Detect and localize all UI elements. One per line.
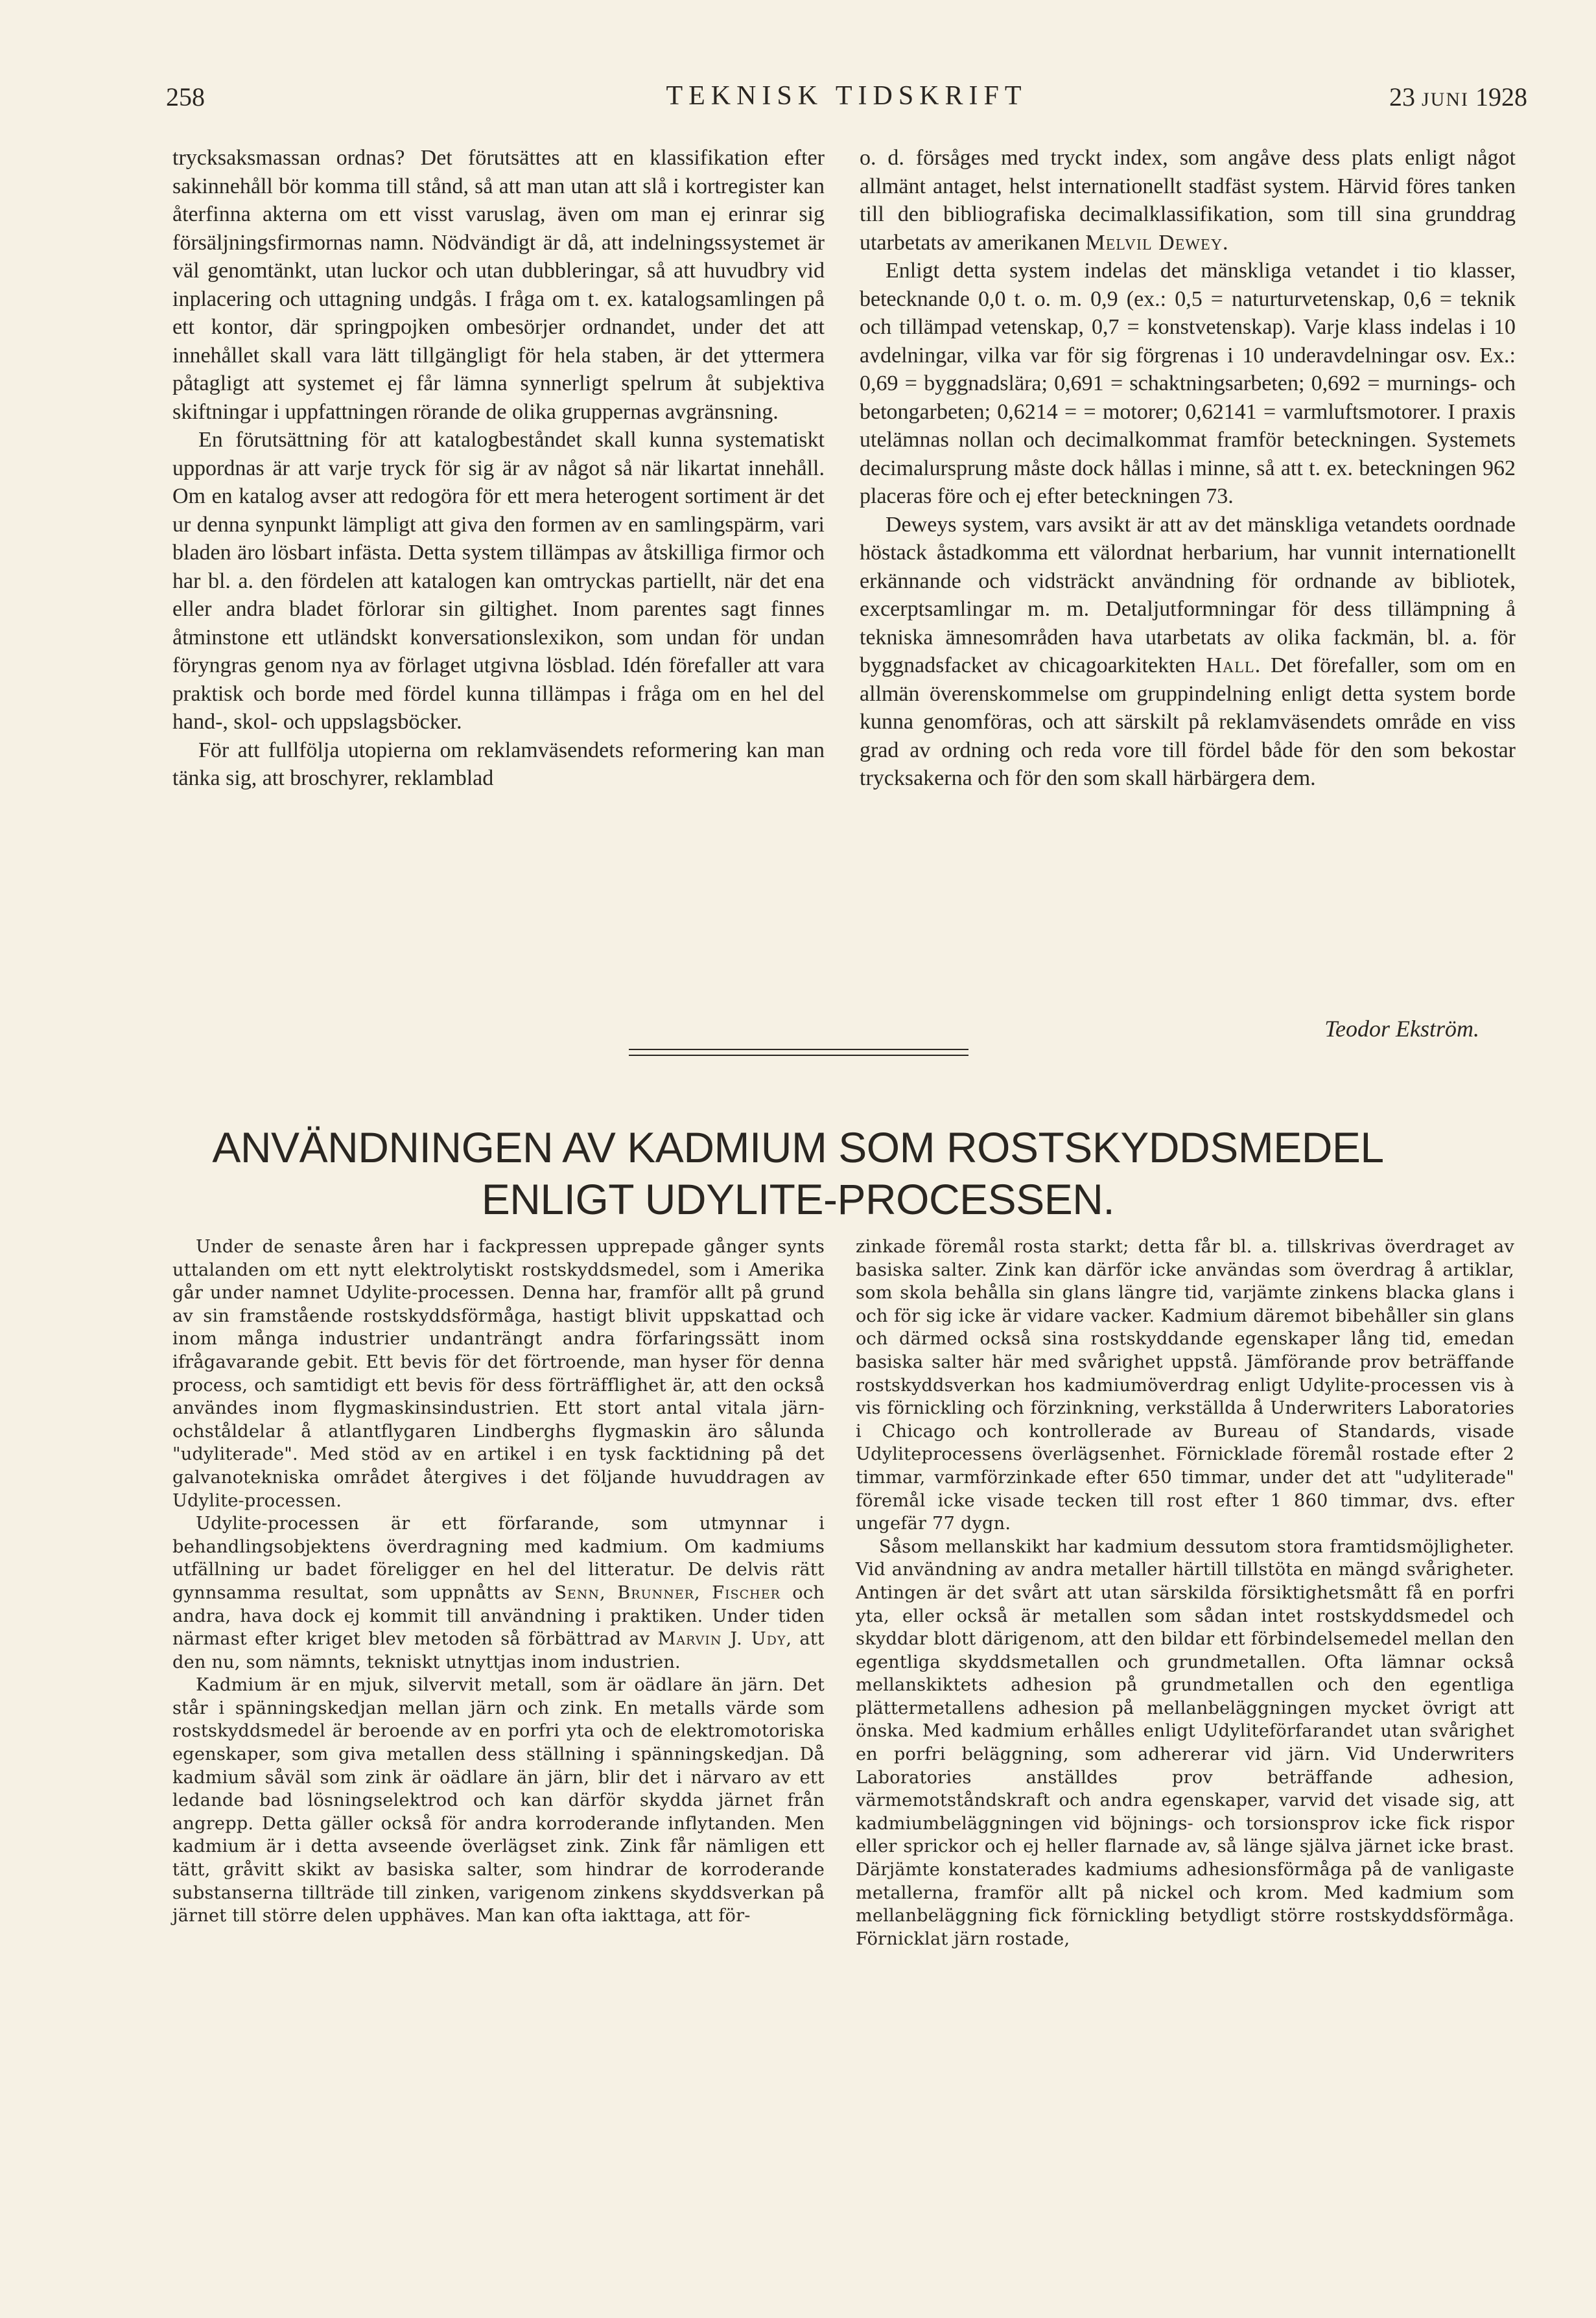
paragraph: Deweys system, vars avsikt är att av det mänskliga vetandets oordnade höstack åstadkomma ett välordnat herbarium, har vunnit internationellt erkännande och vidsträckt användning för ordnande av bibliotek, excerptsamlingar m. m. Detaljutformningar för dess tillämpning å tekniska ämnesområden hava utarbetats av olika fackmän, bl. a. för byggnadsfacket av chicagoarkitekten Hall. Det förefaller, som om en allmän överenskommelse om gruppindelning enligt detta system borde kunna genomföras, och att särskilt på reklamväsendets område en viss grad av ordning och reda vore till fördel både för den som bekostar trycksakerna och för den som skall härbärgera dem. [860,512,1516,790]
date-year: 1928 [1475,82,1527,111]
article-divider [629,1049,968,1056]
paragraph: Udylite-processen är ett förfarande, som utmynnar i behandlingsobjektens överdragning med kadmium. Om kadmiums utfällning ur badet föreligger en hel del litteratur. De delvis rätt gynnsamma resultat, som uppnåtts av Senn, Brunner, Fischer och andra, hava dock ej kommit till användning i praktiken. Under tiden närmast efter kriget blev metoden så förbättrad av Marvin J. Udy, att den nu, som nämnts, tekniskt utnyttjas inom industrien. [172,1514,825,1672]
author-name-brunner: Brunner [617,1582,695,1603]
prev-article-left-column [172,144,825,793]
page-header [166,76,1527,115]
paragraph: Kadmium är en mjuk, silvervit metall, som är oädlare än järn. Det står i spänningskedjan mellan järn och zink. En metalls värde som rostskyddsmedel är beroende av en porfri yta och de elektromotoriska egenskaper, som giva metallen dess ställning i spänningskedjan. Då kadmium såväl som zink är oädlare än järn, blir det i närvaro av ett ledande bad lösningselektrod och kan därför skydda järnet från angrepp. Detta gäller också för andra korroderande inflytanden. Men kadmium är i detta avseende överlägset zink. Zink får nämligen ett tätt, gråvitt skikt av basiska salter, som hindrar de korroderande substanserna tillträde till zinken, varigenom zinkens skyddsverkan på järnet till större delen upphäves. Man kan ofta iakttaga, att för- [172,1675,825,1926]
masthead: TEKNISK TIDSKRIFT [666,81,1027,111]
architect-name: Hall [1206,653,1255,677]
paragraph: trycksaksmassan ordnas? Det förutsättes att en klassifikation efter sakinnehåll bör komma till stånd, så att man utan att slå i kortregister kan återfinna akterna om ett visst varuslag, även om man ej erinrar sig försäljningsfirmornas namn. Nödvändigt är då, att indelningssystemet är väl genomtänkt, utan luckor och utan dubbleringar, så att huvudbry vid inplacering och uttagning undgås. I fråga om t. ex. katalogsamlingen på ett kontor, där springpojken ombesörjer ordnandet, under det att innehållet skall vara lätt tillgängligt för hela staben, är det yttermera påtagligt att systemet ej får lämna synnerligt spelrum åt subjektiva skiftningar i uppfattningen rörande de olika gruppernas avgränsning. [172,146,825,424]
paragraph: För att fullfölja utopierna om reklamväsendets reformering kan man tänka sig, att broschyrer, reklamblad [172,738,825,790]
paragraph: En förutsättning för att katalogbeståndet skall kunna systematiskt uppordnas är att varje tryck för sig är av något så när likartat innehåll. Om en katalog avser att redogöra för ett mera heterogent sortiment är det ur denna synpunkt lämpligt att giva den formen av en samlingspärm, vari bladen äro lösbart infästa. Detta system tillämpas av åtskilliga firmor och har bl. a. den fördelen att katalogen kan omtryckas partiellt, när det ena eller andra bladet förlorar sin giltighet. Inom parentes sagt finnes åtminstone ett utländskt konversationslexikon, som undan för undan föryngras genom nya av förlaget utgivna lösblad. Idén förefaller att vara praktisk och borde med fördel kunna tillämpas i fråga om en hel del hand-, skol- och uppslagsböcker. [172,428,825,734]
date-month: JUNI [1422,89,1469,110]
paragraph: o. d. försåges med tryckt index, som angåve dess plats enligt något allmänt antaget, helst internationellt stadfäst system. Härvid föres tanken till den bibliografiska decimalklassifikation, som till sina grunddrag utarbetats av amerikanen Melvil Dewey. [860,146,1516,255]
author-name-fischer: Fischer [712,1582,780,1603]
prev-article-right-column [860,144,1516,793]
article-right-column [856,1235,1514,1950]
paragraph: zinkade föremål rosta starkt; detta får bl. a. tillskrivas överdraget av basiska salter. Zink kan därför icke användas som överdrag å artiklar, som skola behålla sin glans längre tid, varjämte zinkens blacka glans i och för sig icke är vidare vacker. Kadmium däremot bibehåller sin glans och därmed också sina rostskyddande egenskaper lång tid, emedan basiska salter här med svårighet uppstå. Jämförande prov beträffande rostskyddsverkan hos kadmiumöverdrag enligt Udylite-processen vis à vis förnickling och förzinkning, verkställda å Underwriters Laboratories i Chicago och kontrollerade av Bureau of Standards, visade Udyliteprocessens överlägsenhet. Förnicklade föremål rostade efter 2 timmar, varmförzinkade efter 650 timmar, under det att "udyliterade" föremål icke visade tecken till rost efter 1 860 timmar, dvs. efter ungefär 77 dygn. [856,1237,1514,1534]
author-name-senn: Senn [554,1582,600,1603]
title-line-2: ENLIGT UDYLITE-PROCESSEN. [481,1175,1115,1223]
author-name-udy: Marvin J. Udy [657,1629,786,1650]
page-number: 258 [166,82,205,111]
date-day: 23 [1389,82,1415,111]
article-left-column [172,1235,825,1928]
author-name: Melvil Dewey [1085,230,1223,255]
article-title [117,1121,1479,1225]
author-signature: Teodor Ekström. [1324,1016,1479,1042]
title-line-1: ANVÄNDNINGEN AV KADMIUM SOM ROSTSKYDDSMEDEL [212,1123,1384,1171]
paragraph: Såsom mellanskikt har kadmium dessutom stora framtidsmöjligheter. Vid användning av andra metaller härtill tillstöta en mängd svårigheter. Antingen är det svårt att utan särskilda försiktighetsmått få en porfri yta, eller också är metallen som sådan intet rostskyddsmedel och skyddar blott därigenom, att den bildar ett förbindelsemedel mellan den egentliga skyddsmetallen och grundmetallen. Ofta lämnar också mellanskiktets adhesion på grundmetallen och den egentliga plättermetallens adhesion på mellanbeläggningen mycket övrigt att önska. Med kadmium erhålles enligt Udyliteförfarandet utan svårighet en porfri beläggning, som adhererar vid järn. Vid Underwriters Laboratories anställdes prov beträffande adhesion, värmemotståndskraft och andra egenskaper, varvid det visade sig, att kadmiumbeläggningen vid böjnings- och torsionsprov icke fick rispor eller sprickor och ej heller flarnade av, så länge själva järnet icke brast. Därjämte konstaterades kadmiums adhesionsförmåga på de vanligaste metallerna, framför allt på nickel och krom. Med kadmium som mellanbeläggning fick förnickling betydligt större rostskyddsförmåga. Förnicklat järn rostade, [856,1536,1514,1949]
paragraph: Under de senaste åren har i fackpressen upprepade gånger synts uttalanden om ett nytt elektrolytiskt rostskyddsmedel, som i Amerika går under namnet Udylite-processen. Denna har, framför allt på grund av sin framstående rostskyddsförmåga, hastigt blivit uppskattad och inom många industrier undanträngt andra förfaringssätt inom ifrågavarande gebit. Ett bevis för det förtroende, man hyser för denna process, och samtidigt ett bevis för dess förträfflighet är, att den också användes inom flygmaskinsindustrien. Ett stort antal vitala järn- ochståldelar å atlantflygaren Lindberghs flygmaskin äro sålunda "udyliterade". Med stöd av en artikel i en tysk facktidning på det galvanotekniska området återgives i det följande huvuddragen av Udylite-processen. [172,1237,825,1511]
issue-date [1389,82,1527,112]
paragraph: Enligt detta system indelas det mänskliga vetandet i tio klasser, betecknande 0,0 t. o. m. 0,9 (ex.: 0,5 = naturturvetenskap, 0,6 = teknik och tillämpad vetenskap, 0,7 = konstvetenskap). Varje klass indelas i 10 avdelningar, vilka var för sig förgrenas i 10 underavdelningar osv. Ex.: 0,69 = byggnadslära; 0,691 = schaktningsarbeten; 0,692 = murnings- och betongarbeten; 0,6214 = = motorer; 0,62141 = varmluftsmotorer. I praxis utelämnas nollan och decimalkommat framför beteckningen. Systemets decimalursprung måste dock hållas i minne, så att t. ex. beteckningen 962 placeras före och ej efter beteckningen 73. [860,259,1516,508]
